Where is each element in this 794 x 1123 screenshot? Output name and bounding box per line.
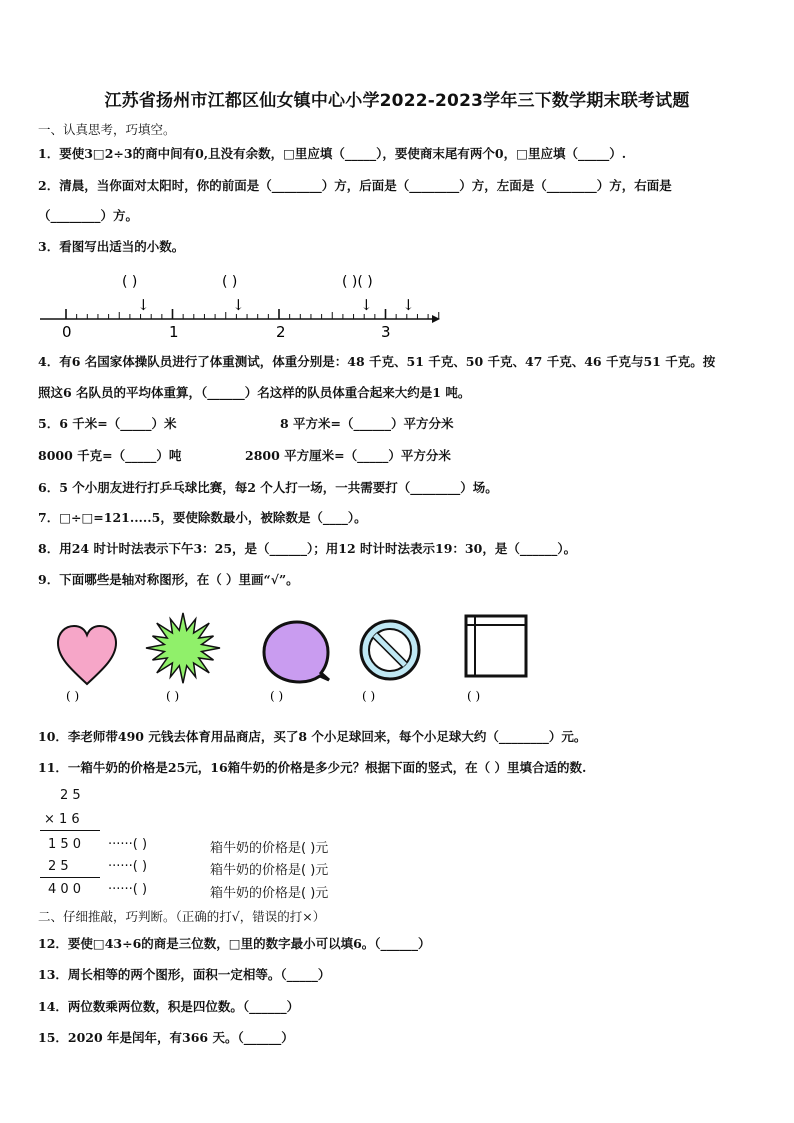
step-2-dots: ······( ) [108, 859, 148, 874]
step-1-dots: ······( ) [108, 837, 148, 852]
question-11: 11．一箱牛奶的价格是25元，16箱牛奶的价格是多少元？根据下面的竖式，在（ ）里填合适的数. [38, 760, 587, 775]
question-2-line-2: （________）方。 [38, 208, 139, 223]
step-1-description: 箱牛奶的价格是( )元 [210, 841, 329, 856]
shape-blank-1: ( ) [66, 689, 80, 703]
no-sign-shape [361, 621, 419, 679]
heart-shape [58, 626, 116, 684]
number-line-arrow-1: ↓ [137, 296, 150, 314]
number-line-label-0: 0 [62, 323, 72, 340]
number-line-label-2: 2 [276, 323, 286, 340]
shape-blank-2: ( ) [166, 689, 180, 703]
partial-product-1: 1 5 0 [48, 837, 82, 852]
question-5-right-2: 2800 平方厘米=（_____）平方分米 [245, 448, 451, 463]
product-line-top [40, 830, 100, 831]
question-15: 15．2020 年是闰年，有366 天。（______） [38, 1030, 294, 1045]
question-13: 13．周长相等的两个图形，面积一定相等。（_____） [38, 967, 331, 982]
product-line-bottom [40, 877, 100, 878]
question-14: 14．两位数乘两位数，积是四位数。（______） [38, 999, 300, 1014]
page-title: 江苏省扬州市江都区仙女镇中心小学2022-2023学年三下数学期末联考试题 [104, 91, 690, 111]
question-5-left-2: 8000 千克=（_____）吨 [38, 448, 182, 463]
question-8: 8．用24 时计时法表示下午3：25，是（______）；用12 时计时法表示19：30，是（______）。 [38, 541, 577, 556]
question-5-left-1: 5．6 千米=（_____）米 [38, 416, 177, 431]
multiplier: × 1 6 [44, 812, 80, 827]
question-7: 7．□÷□=121.....5，要使除数最小，被除数是（____）。 [38, 510, 367, 525]
final-product: 4 0 0 [48, 882, 82, 897]
question-2-line-1: 2．清晨，当你面对太阳时，你的前面是（________）方，后面是（________）方，左面是（________）方，右面是 [38, 178, 672, 193]
section-2-heading: 二、仔细推敲，巧判断。（正确的打√，错误的打×） [38, 909, 326, 924]
square-frame-shape [466, 616, 526, 676]
shape-blank-3: ( ) [270, 689, 284, 703]
speech-bubble-shape [264, 622, 329, 682]
number-line-ticks [66, 309, 439, 319]
multiplicand: 2 5 [60, 788, 81, 803]
number-line-bracket-1: ( ) [122, 274, 138, 290]
vertical-multiplication [38, 786, 398, 901]
shape-blank-5: ( ) [467, 689, 481, 703]
partial-product-2: 2 5 [48, 859, 69, 874]
question-4-line-2: 照这6 名队员的平均体重算，（______）名这样的队员体重合起来大约是1 吨。 [38, 385, 471, 400]
number-line-label-3: 3 [381, 323, 391, 340]
number-line-arrow-3: ↓ [360, 296, 373, 314]
section-1-heading: 一、认真思考，巧填空。 [38, 122, 176, 137]
number-line-arrow-4: ↓ [402, 296, 415, 314]
question-3: 3．看图写出适当的小数。 [38, 239, 185, 254]
question-1: 1．要使3□2÷3的商中间有0,且没有余数，□里应填（_____），要使商末尾有两个0，□里应填（_____）. [38, 146, 627, 161]
question-9: 9．下面哪些是轴对称图形，在（ ）里画“√”。 [38, 572, 299, 587]
number-line-label-1: 1 [169, 323, 179, 340]
question-10: 10．李老师带490 元钱去体育用品商店，买了8 个小足球回来，每个小足球大约（________）元。 [38, 729, 587, 744]
question-5-right-1: 8 平方米=（______）平方分米 [280, 416, 454, 431]
number-line-figure [38, 270, 448, 340]
step-3-dots: ······( ) [108, 882, 148, 897]
step-2-description: 箱牛奶的价格是( )元 [210, 863, 329, 878]
symmetry-shapes [50, 612, 550, 704]
number-line-arrow-2: ↓ [232, 296, 245, 314]
number-line-bracket-3: ( )( ) [342, 274, 373, 290]
starburst-shape [146, 613, 220, 683]
question-6: 6．5 个小朋友进行打乒乓球比赛，每2 个人打一场，一共需要打（________）场。 [38, 480, 498, 495]
question-12: 12．要使□43÷6的商是三位数，□里的数字最小可以填6。（______） [38, 936, 431, 951]
step-3-description: 箱牛奶的价格是( )元 [210, 886, 329, 901]
number-line-bracket-2: ( ) [222, 274, 238, 290]
shape-blank-4: ( ) [362, 689, 376, 703]
question-4-line-1: 4．有6 名国家体操队员进行了体重测试，体重分别是：48 千克、51 千克、50 千克、47 千克、46 千克与51 千克。按 [38, 354, 716, 369]
